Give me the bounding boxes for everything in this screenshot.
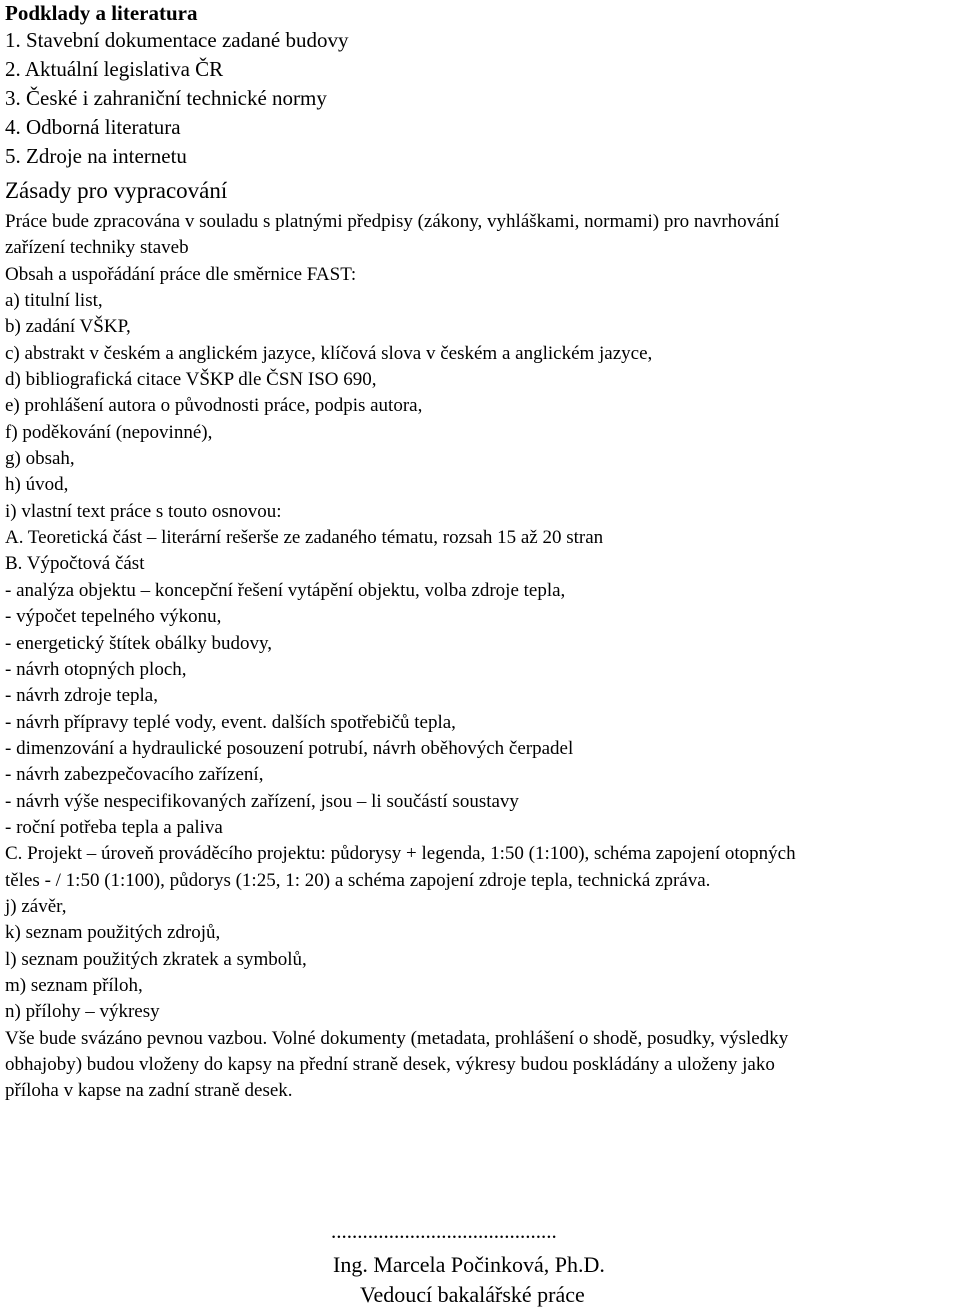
list-item: 1. Stavební dokumentace zadané budovy	[5, 28, 349, 52]
text-line: obhajoby) budou vloženy do kapsy na přední straně desek, výkresy budou poskládány a uloženy jako	[5, 1054, 775, 1075]
text-line: c) abstrakt v českém a anglickém jazyce, klíčová slova v českém a anglickém jazyce,	[5, 342, 653, 364]
section-title-zasady: Zásady pro vypracování	[5, 178, 228, 203]
text-line: příloha v kapse na zadní straně desek.	[5, 1080, 293, 1102]
text-line: a) titulní list,	[5, 290, 103, 312]
supervisor-name: Ing. Marcela Počinková, Ph.D.	[333, 1252, 605, 1277]
text-line: e) prohlášení autora o původnosti práce, podpis autora,	[5, 395, 423, 417]
text-line: f) poděkování (nepovinné),	[5, 421, 213, 443]
text-line: - analýza objektu – koncepční řešení vytápění objektu, volba zdroje tepla,	[5, 579, 566, 601]
text-line: těles - / 1:50 (1:100), půdorys (1:25, 1: 20) a schéma zapojení zdroje tepla, technická zpráva.	[5, 869, 711, 891]
text-line: l) seznam použitých zkratek a symbolů,	[5, 948, 307, 970]
text-line: - roční potřeba tepla a paliva	[5, 816, 223, 838]
list-item: 2. Aktuální legislativa ČR	[5, 57, 224, 81]
list-item: 4. Odborná literatura	[5, 115, 181, 139]
text-line: j) závěr,	[5, 895, 67, 917]
text-line: d) bibliografická citace VŠKP dle ČSN ISO 690,	[5, 369, 377, 391]
text-line: - návrh otopných ploch,	[5, 658, 187, 680]
text-line: g) obsah,	[5, 448, 75, 470]
text-line: i) vlastní text práce s touto osnovou:	[5, 500, 282, 522]
text-line: - energetický štítek obálky budovy,	[5, 632, 272, 654]
text-line: C. Projekt – úroveň prováděcího projektu: půdorysy + legenda, 1:50 (1:100), schéma zapojení otopných	[5, 843, 796, 865]
text-line: - návrh zdroje tepla,	[5, 685, 158, 707]
text-line: - návrh zabezpečovacího zařízení,	[5, 764, 264, 786]
text-line: m) seznam příloh,	[5, 974, 143, 996]
text-line: b) zadání VŠKP,	[5, 316, 131, 338]
text-line: Práce bude zpracována v souladu s platnými předpisy (zákony, vyhláškami, normami) pro navrhování	[5, 211, 780, 232]
text-line: - návrh výše nespecifikovaných zařízení, jsou – li součástí soustavy	[5, 790, 519, 812]
document-page	[5, 0, 957, 1105]
text-line: A. Teoretická část – literární rešerše ze zadaného tématu, rozsah 15 až 20 stran	[5, 527, 604, 549]
text-line: zařízení techniky staveb	[5, 237, 189, 259]
section-title-podklady: Podklady a literatura	[5, 1, 198, 25]
guidelines-text	[5, 209, 957, 1105]
sources-list	[5, 26, 957, 171]
text-line: - návrh přípravy teplé vody, event. dalších spotřebičů tepla,	[5, 711, 456, 733]
text-line: Vše bude svázáno pevnou vazbou. Volné dokumenty (metadata, prohlášení o shodě, posudky, výsledky	[5, 1027, 789, 1049]
text-line: k) seznam použitých zdrojů,	[5, 922, 221, 944]
list-item: 3. České i zahraniční technické normy	[5, 86, 327, 110]
text-line: - dimenzování a hydraulické posouzení potrubí, návrh oběhových čerpadel	[5, 737, 574, 759]
list-item: 5. Zdroje na internetu	[5, 144, 187, 168]
supervisor-role: Vedoucí bakalářské práce	[360, 1282, 585, 1307]
text-line: Obsah a uspořádání práce dle směrnice FAST:	[5, 263, 357, 285]
text-line: n) přílohy – výkresy	[5, 1001, 160, 1023]
text-line: B. Výpočtová část	[5, 553, 145, 575]
text-line: - výpočet tepelného výkonu,	[5, 606, 222, 628]
signature-line: ...........................................	[331, 1219, 557, 1243]
text-line: h) úvod,	[5, 474, 69, 496]
